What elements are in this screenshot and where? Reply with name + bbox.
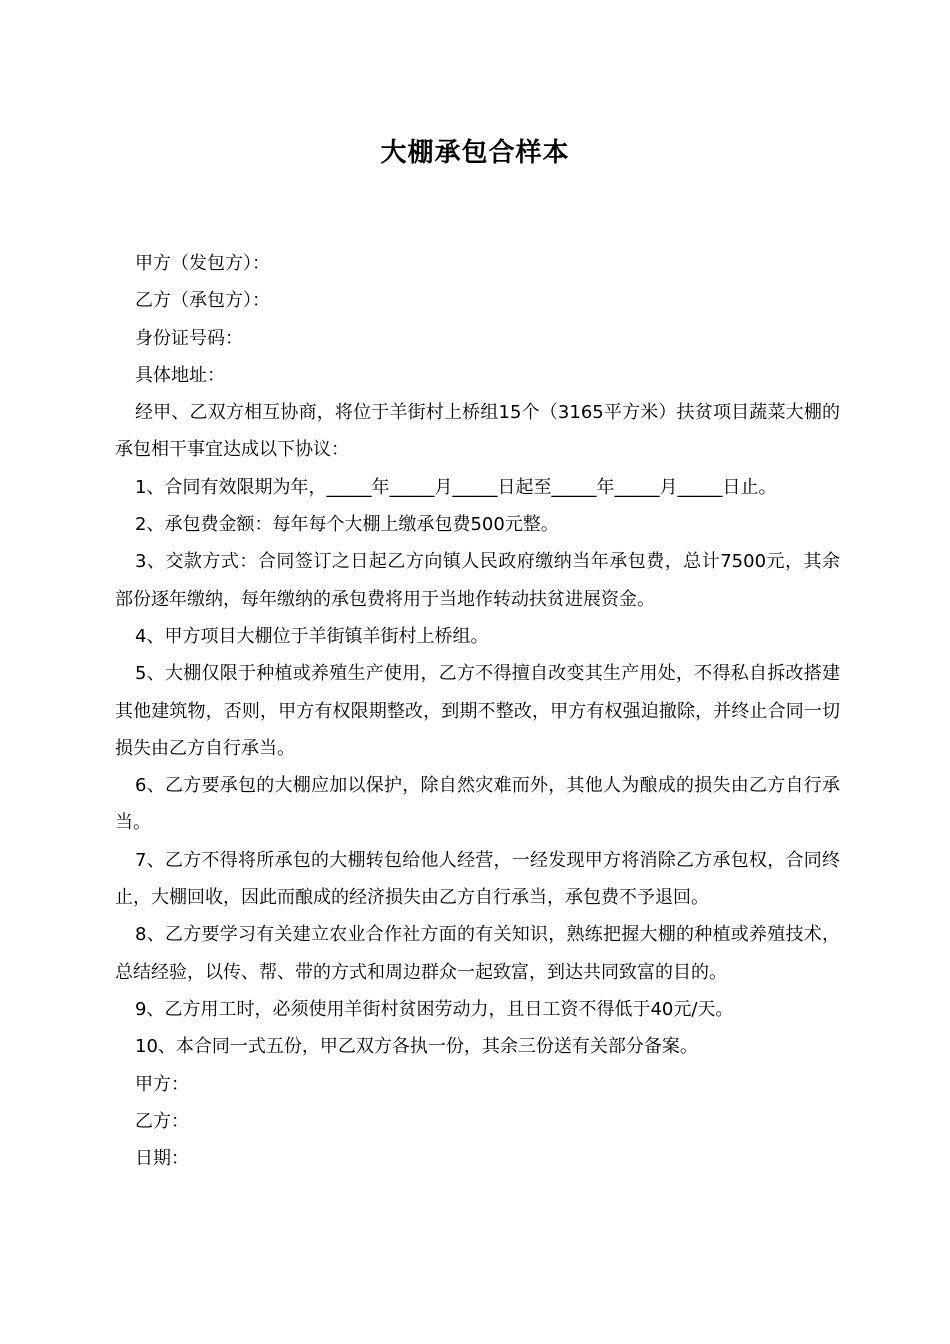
clause-8: 8、乙方要学习有关建立农业合作社方面的有关知识，熟练把握大棚的种植或养殖技术，总结经验，以传、帮、带的方式和周边群众一起致富，到达共同致富的目的。: [115, 924, 840, 983]
party-a-line: 甲方（发包方）：: [135, 253, 270, 274]
clause-9: 9、乙方用工时，必须使用羊街村贫困劳动力，且日工资不得低于40元/天。: [135, 998, 734, 1020]
document-body: [115, 245, 840, 1177]
intro-paragraph: 经甲、乙双方相互协商，将位于羊街村上桥组15个（3165平方米）扶贫项目蔬菜大棚的承包相干事宜达成以下协议：: [115, 402, 840, 461]
party-b-line: 乙方（承包方）：: [135, 290, 270, 312]
clause-5: 5、大棚仅限于种植或养殖生产使用，乙方不得擅自改变其生产用处，不得私自拆改搭建其他建筑物，否则，甲方有权限期整改，到期不整改，甲方有权强迫撤除，并终止合同一切损失由乙方自行承当。: [115, 663, 840, 759]
signature-party-b: 乙方：: [135, 1110, 189, 1132]
clause-4: 4、甲方项目大棚位于羊街镇羊街村上桥组。: [135, 625, 489, 647]
clause-2: 2、承包费金额：每年每个大棚上缴承包费500元整。: [135, 514, 559, 536]
signature-party-a: 甲方：: [135, 1073, 189, 1095]
clause-6: 6、乙方要承包的大棚应加以保护，除自然灾难而外，其他人为酿成的损失由乙方自行承当。: [115, 775, 840, 834]
id-number-line: 身份证号码：: [135, 327, 243, 349]
document-title: 大棚承包合样本: [380, 138, 570, 168]
clause-10: 10、本合同一式五份，甲乙双方各执一份，其余三份送有关部分备案。: [135, 1036, 698, 1058]
signature-date: 日期：: [135, 1148, 189, 1170]
clause-1: 1、合同有效限期为年，_____年_____月_____日起至_____年_____月_____日止。: [135, 476, 777, 498]
clause-3: 3、交款方式：合同签订之日起乙方向镇人民政府缴纳当年承包费，总计7500元，其余部份逐年缴纳，每年缴纳的承包费将用于当地作转动扶贫进展资金。: [115, 551, 840, 610]
address-line: 具体地址：: [135, 364, 225, 386]
clause-7: 7、乙方不得将所承包的大棚转包给他人经营，一经发现甲方将消除乙方承包权，合同终止，大棚回收，因此而酿成的经济损失由乙方自行承当，承包费不予退回。: [115, 849, 840, 909]
